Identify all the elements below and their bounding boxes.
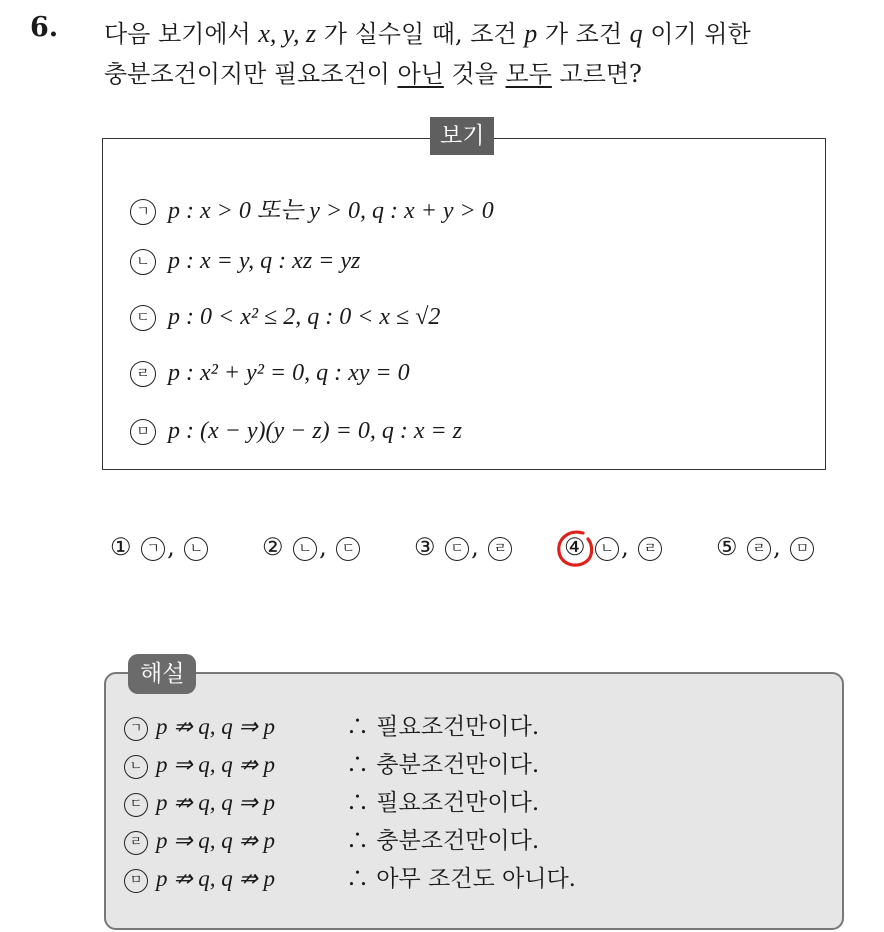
example-item (130, 190, 494, 225)
choice-marker: ㅁ (790, 537, 814, 561)
example-text: p : x = y, q : xz = yz (168, 248, 361, 274)
question-var-q: q (629, 19, 643, 48)
solution-line (124, 784, 539, 817)
example-marker: ㄹ (130, 361, 156, 387)
choice-3[interactable]: ③ ㄷ , ㄹ (414, 533, 514, 561)
examples-box-label: 보기 (430, 117, 494, 155)
question-text-part: 것을 (443, 60, 506, 88)
question-text-part: 충분조건이지만 필요조건이 (104, 60, 398, 88)
solution-result: ∴ 아무 조건도 아니다. (346, 866, 576, 892)
solution-result: ∴ 충분조건만이다. (346, 828, 540, 854)
question-variables: x, y, z (258, 19, 317, 48)
choice-marker: ㄴ (293, 537, 317, 561)
choice-marker: ㄷ (445, 537, 469, 561)
solution-relation: p ⇏ q, q ⇒ p (156, 790, 276, 815)
question-text-part: 가 조건 (537, 20, 630, 48)
solution-relation: p ⇒ q, q ⇏ p (156, 828, 276, 853)
solution-line (124, 860, 576, 893)
solution-result: ∴ 필요조건만이다. (346, 790, 540, 816)
solution-line (124, 746, 539, 779)
solution-result: ∴ 충분조건만이다. (346, 752, 540, 778)
solution-box-label: 해설 (128, 654, 196, 694)
choice-1[interactable]: ① ㄱ , ㄴ (110, 533, 210, 561)
solution-result: ∴ 필요조건만이다. (346, 714, 540, 740)
choice-number: ② (262, 533, 284, 561)
choice-marker: ㄴ (595, 537, 619, 561)
solution-relation: p ⇏ q, q ⇏ p (156, 866, 276, 891)
example-text: p : x² + y² = 0, q : xy = 0 (168, 360, 410, 386)
solution-relation: p ⇏ q, q ⇒ p (156, 714, 276, 739)
underlined-word-all: 모두 (505, 60, 552, 88)
underlined-word-not: 아닌 (397, 60, 444, 88)
question-line-1 (104, 14, 874, 54)
example-item (130, 360, 410, 387)
example-marker: ㄴ (130, 249, 156, 275)
answer-choices (0, 533, 884, 573)
question-text-part: 다음 보기에서 (104, 20, 259, 48)
example-text: p : 0 < x² ≤ 2, q : 0 < x ≤ √2 (168, 304, 441, 330)
example-marker: ㄱ (130, 199, 156, 225)
choice-number: ④ (564, 533, 586, 561)
choice-marker: ㄹ (488, 537, 512, 561)
question-text (104, 14, 874, 94)
solution-marker: ㄷ (124, 793, 148, 817)
question-text-part: 고르면? (551, 60, 642, 88)
example-marker: ㅁ (130, 419, 156, 445)
solution-marker: ㅁ (124, 869, 148, 893)
choice-number: ③ (414, 533, 436, 561)
solution-relation: p ⇒ q, q ⇏ p (156, 752, 276, 777)
choice-marker: ㄷ (336, 537, 360, 561)
question-var-p: p (524, 19, 538, 48)
choice-5[interactable]: ⑤ ㄹ , ㅁ (716, 533, 816, 561)
choice-marker: ㄹ (638, 537, 662, 561)
choice-number: ⑤ (716, 533, 738, 561)
example-text: p : (x − y)(y − z) = 0, q : x = z (168, 418, 463, 444)
solution-marker: ㄱ (124, 717, 148, 741)
choice-marker: ㄴ (184, 537, 208, 561)
example-text: p : x > 0 또는 y > 0, q : x + y > 0 (168, 198, 494, 224)
example-item (130, 304, 440, 331)
answer-mark-circle-icon (553, 527, 597, 571)
solution-marker: ㄹ (124, 831, 148, 855)
question-text-part: 가 실수일 때, 조건 (316, 20, 525, 48)
question-text-part: 이기 위한 (642, 20, 751, 48)
choice-number: ① (110, 533, 132, 561)
solution-marker: ㄴ (124, 755, 148, 779)
choice-4[interactable]: ④ ㄴ , ㄹ (564, 533, 664, 561)
choice-marker: ㄱ (141, 537, 165, 561)
choice-2[interactable]: ② ㄴ , ㄷ (262, 533, 362, 561)
example-marker: ㄷ (130, 305, 156, 331)
solution-line (124, 822, 539, 855)
example-item (130, 418, 462, 445)
solution-line (124, 708, 539, 741)
example-item (130, 248, 360, 275)
question-number: 6. (30, 12, 59, 43)
choice-marker: ㄹ (747, 537, 771, 561)
question-line-2 (104, 54, 874, 94)
